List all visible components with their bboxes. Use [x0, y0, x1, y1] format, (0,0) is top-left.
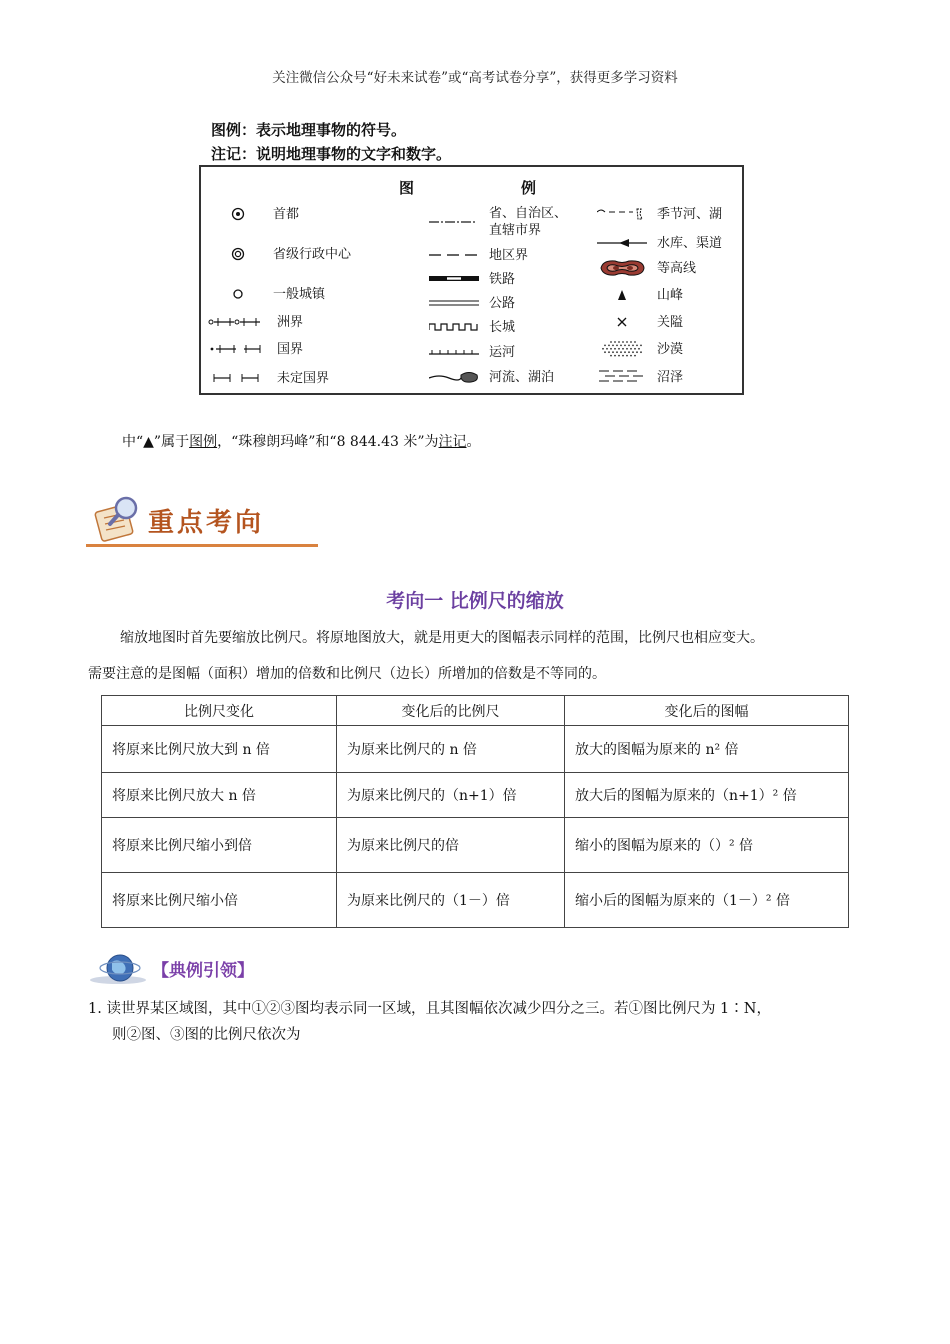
province-border-icon — [429, 213, 479, 231]
legend-title-left: 图 — [399, 179, 415, 197]
legend-item-pass: 关隘 — [597, 313, 683, 331]
pass-icon — [597, 313, 647, 331]
table-cell: 缩小的图幅为原来的（）² 倍 — [565, 818, 849, 873]
table-cell: 将原来比例尺缩小到倍 — [102, 818, 337, 873]
legend-item-desert: 沙漠 — [597, 340, 683, 358]
table-cell: 放大的图幅为原来的 n² 倍 — [565, 726, 849, 773]
legend-item-highway: 公路 — [429, 294, 515, 312]
legend-item-town: 一般城镇 — [213, 285, 325, 303]
table-row — [102, 773, 849, 818]
legend-item-continent-border: 洲界 — [207, 313, 303, 331]
table-header-cell: 变化后的比例尺 — [337, 696, 565, 726]
provincial-center-icon — [213, 245, 263, 263]
underlined-term-note: 注记 — [438, 434, 467, 450]
legend-item-canal: 运河 — [429, 343, 515, 361]
table-row — [102, 818, 849, 873]
desert-icon — [597, 340, 647, 358]
legend-item-reservoir-channel: 水库、渠道 — [597, 234, 722, 252]
magnifier-notepad-icon — [90, 494, 146, 544]
paragraph-line-2: 需要注意的是图幅（面积）增加的倍数和比例尺（边长）所增加的倍数是不等同的。 — [88, 666, 606, 682]
legend-item-region-border: 地区界 — [429, 246, 528, 264]
table-header-row — [102, 696, 849, 726]
province-border-label-2: 直辖市界 — [489, 223, 542, 238]
example-heading — [88, 950, 388, 990]
table-cell: 为原来比例尺的（n+1）倍 — [337, 773, 565, 818]
example-title: 【典例引领】 — [152, 961, 254, 981]
legend-item-great-wall: 长城 — [429, 318, 515, 336]
question-line-1: 1. 读世界某区域图，其中①②③图均表示同一区域，且其图幅依次减少四分之三。若①图比例尺为 1∶N， — [88, 1001, 771, 1017]
table-cell: 为原来比例尺的倍 — [337, 818, 565, 873]
highway-icon — [429, 294, 479, 312]
peak-icon — [597, 286, 647, 304]
legend-item-provincial-center: 省级行政中心 — [213, 245, 351, 263]
legend-item-capital: 首都 — [213, 205, 299, 223]
globe-icon — [88, 950, 150, 986]
key-points-banner — [86, 492, 318, 550]
table-cell: 放大后的图幅为原来的（n+1）² 倍 — [565, 773, 849, 818]
scale-change-table — [101, 695, 849, 928]
continent-border-icon — [207, 313, 263, 331]
reservoir-channel-icon — [597, 234, 647, 252]
legend-item-national-border: 国界 — [207, 340, 303, 358]
canal-icon — [429, 343, 479, 361]
great-wall-icon — [429, 318, 479, 336]
table-cell: 为原来比例尺的 n 倍 — [337, 726, 565, 773]
railway-icon — [429, 270, 479, 288]
paragraph-line-1: 缩放地图时首先要缩放比例尺。将原地图放大，就是用更大的图幅表示同样的范围，比例尺也相应变大。 — [120, 630, 764, 646]
table-cell: 将原来比例尺缩小倍 — [102, 873, 337, 928]
contour-icon — [597, 259, 647, 277]
legend-item-swamp: 沼泽 — [597, 368, 683, 386]
header-note: 关注微信公众号“好未来试卷”或“高考试卷分享”，获得更多学习资料 — [272, 70, 678, 86]
legend-item-contour: 等高线 — [597, 259, 696, 277]
map-legend-box — [199, 165, 744, 395]
region-border-icon — [429, 246, 479, 264]
underlined-term-legend: 图例 — [189, 434, 218, 450]
banner-title: 重点考向 — [148, 508, 265, 538]
legend-title-right: 例 — [521, 179, 537, 197]
question-1 — [88, 996, 878, 1048]
table-cell: 为原来比例尺的（1－）倍 — [337, 873, 565, 928]
table-header-cell: 变化后的图幅 — [565, 696, 849, 726]
capital-icon — [213, 205, 263, 223]
note-definition: 注记：说明地理事物的文字和数字。 — [211, 145, 452, 163]
table-header-cell: 比例尺变化 — [102, 696, 337, 726]
undefined-border-icon — [211, 369, 263, 387]
legend-definition: 图例：表示地理事物的符号。 — [211, 121, 407, 139]
swamp-icon — [597, 368, 647, 386]
table-row — [102, 873, 849, 928]
town-icon — [213, 285, 263, 303]
legend-item-province-border — [429, 205, 567, 239]
legend-item-river-lake: 河流、湖泊 — [429, 368, 554, 386]
banner-underline — [86, 544, 318, 547]
seasonal-river-icon — [597, 205, 647, 223]
table-row — [102, 726, 849, 773]
question-line-2: 则②图、③图的比例尺依次为 — [112, 1027, 301, 1043]
section-title: 考向一 比例尺的缩放 — [386, 590, 564, 612]
national-border-icon — [207, 340, 263, 358]
legend-item-peak: 山峰 — [597, 286, 683, 304]
table-cell: 将原来比例尺放大 n 倍 — [102, 773, 337, 818]
province-border-label: 省、自治区、 — [489, 206, 568, 221]
legend-example-sentence: 中“▲”属于图例，“珠穆朗玛峰”和“8 844.43 米”为注记。 — [122, 434, 481, 450]
table-cell: 将原来比例尺放大到 n 倍 — [102, 726, 337, 773]
river-lake-icon — [429, 368, 479, 386]
legend-item-railway: 铁路 — [429, 270, 515, 288]
legend-item-undefined-border: 未定国界 — [211, 369, 329, 387]
table-cell: 缩小后的图幅为原来的（1－）² 倍 — [565, 873, 849, 928]
legend-item-seasonal-river: 季节河、湖 — [597, 205, 722, 223]
